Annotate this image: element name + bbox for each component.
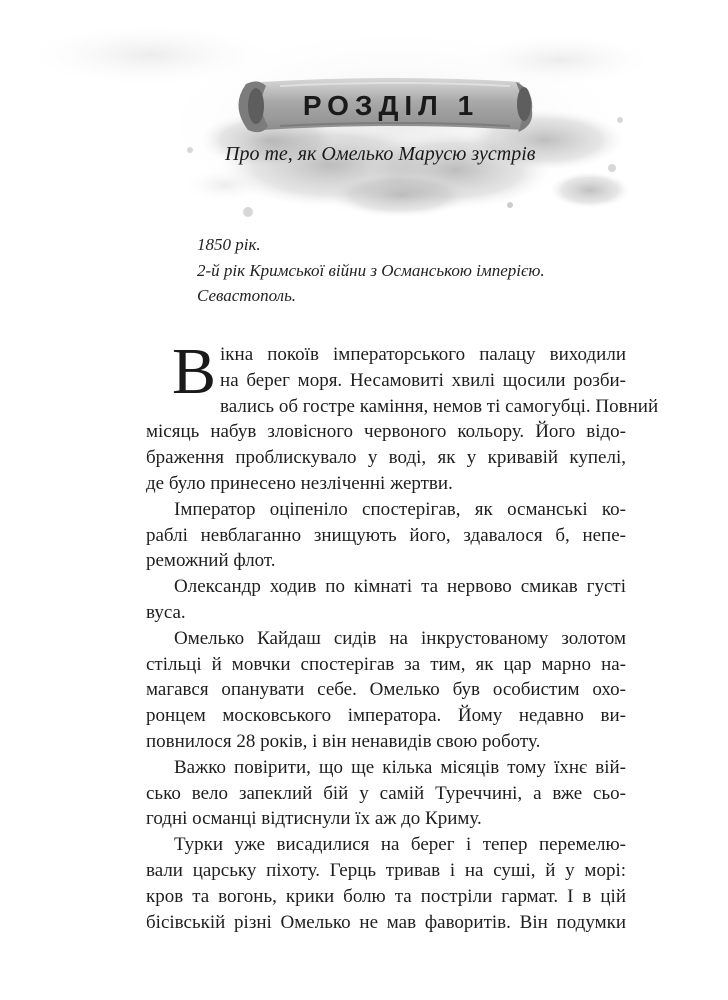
paragraph-6: [146, 832, 626, 935]
chapter-title: РОЗДІЛ 1: [302, 90, 480, 121]
text-line: стільці й мовчки спостерігав за тим, як цар марно на-: [146, 653, 626, 675]
text-line: Імператор оціпеніло спостерігав, як османські ко-: [174, 498, 626, 520]
text-line: місяць набув зловісного червоного кольору. Його відо-: [146, 421, 626, 443]
drop-cap: В: [172, 335, 217, 408]
text-line: браження проблискувало у воді, як у кривавій купелі,: [146, 447, 626, 469]
text-line: сько вело запеклий бій у самій Туреччині, а вже сьо-: [146, 782, 626, 804]
text-line: на берег моря. Несамовиті хвилі щосили розби-: [220, 369, 626, 391]
text-line: бісівській різні Омелько не мав фаворитів. Він подумки: [146, 911, 626, 933]
text-line: реможний флот.: [146, 550, 276, 572]
paragraph-5: [146, 755, 626, 832]
text-line: ронцем московського імператора. Йому недавно ви-: [146, 705, 626, 727]
epigraph-year: 1850 рік.: [197, 235, 261, 254]
text-line: Турки уже висадилися на берег і тепер перемелю-: [174, 834, 626, 856]
text-line: вали царську піхоту. Герць тривав і на суші, й у морі:: [146, 859, 626, 881]
text-line: годні османці відтиснули їх аж до Криму.: [146, 808, 482, 830]
text-line: повнилося 28 років, і він ненавидів свою роботу.: [146, 730, 541, 752]
epigraph: [197, 232, 637, 309]
text-line: Важко повірити, що ще кілька місяців тому їхнє вій-: [174, 756, 626, 778]
paragraph-1: [146, 335, 659, 497]
paragraph-4: [146, 626, 626, 755]
text-line: вались об гостре каміння, немов ті самогубці. Повний: [220, 395, 659, 417]
paragraph-2: [146, 497, 626, 574]
text-line: раблі невблаганно знищують його, здавалося б, непе-: [146, 524, 626, 546]
text-line: вуса.: [146, 601, 186, 623]
text-line: кров та вогонь, крики болю та постріли гармат. І в цій: [146, 885, 626, 907]
chapter-subtitle: Про те, як Омелько Марусю зустрів: [225, 143, 536, 165]
epigraph-war: 2-й рік Кримської війни з Османською імперією.: [197, 260, 545, 280]
epigraph-place: Севастополь.: [197, 286, 297, 305]
paragraph-3: [146, 574, 626, 626]
chapter-body: [146, 335, 659, 935]
text-line: Омелько Кайдаш сидів на інкрустованому золотом: [174, 627, 626, 649]
text-line: ікна покоїв імператорського палацу виходили: [220, 344, 626, 365]
text-line: Олександр ходив по кімнаті та нервово смикав густі: [174, 576, 626, 598]
text-line: де було принесено незліченні жертви.: [146, 472, 453, 494]
text-line: магався опанувати себе. Омелько був особистим охо-: [146, 679, 626, 701]
